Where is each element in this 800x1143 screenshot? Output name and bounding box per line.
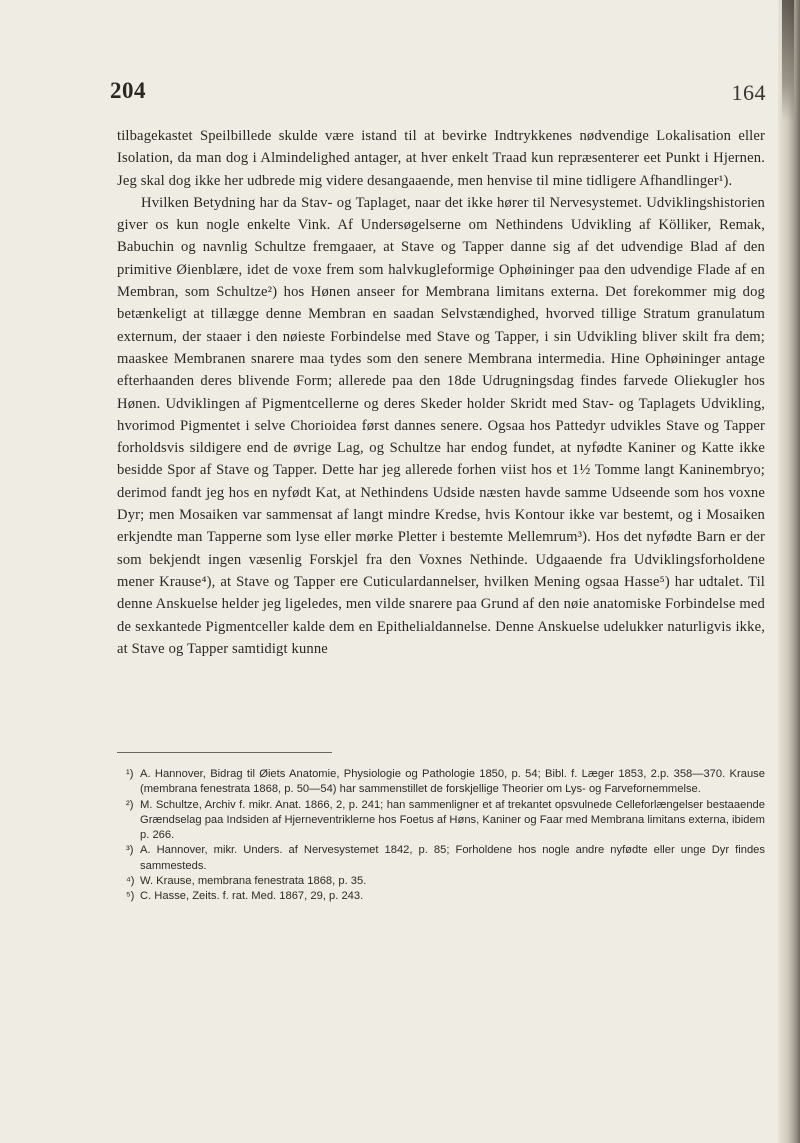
footnote-mark: ¹) xyxy=(126,768,134,780)
footnote-text: A. Hannover, Bidrag til Øiets Anatomie, Physiologie og Pathologie 1850, p. 54; Bibl. f. Læger 1853, 2.p. 358—370. Krause (membrana fenestrata 1868, p. 50—54) har sammenstillet de forskjellige Theorier om Lys- og Farvefornemmelse. xyxy=(140,768,765,796)
footnotes xyxy=(117,767,765,905)
footnote-text: W. Krause, membrana fenestrata 1868, p. 35. xyxy=(140,875,367,888)
footnote-mark: ⁴) xyxy=(126,875,135,888)
footnote xyxy=(117,889,765,904)
body-text xyxy=(117,125,765,660)
footnote-mark: ⁵) xyxy=(126,890,135,903)
page-edge-stain xyxy=(782,0,794,120)
footnote xyxy=(117,874,765,889)
page-number-left: 204 xyxy=(110,78,146,103)
page-edge-shadow xyxy=(778,0,800,1143)
footnote xyxy=(117,767,765,798)
page-number-right: 164 xyxy=(731,80,766,105)
footnote xyxy=(117,843,765,874)
footnote-text: A. Hannover, mikr. Unders. af Nervesystemet 1842, p. 85; Forholdene hos nogle andre nyfødte eller unge Dyr findes sammesteds. xyxy=(140,844,765,872)
footnote-separator xyxy=(117,752,332,753)
footnote-mark: ³) xyxy=(126,844,134,857)
page-header xyxy=(110,78,766,108)
paragraph: Hvilken Betydning har da Stav- og Taplaget, naar det ikke hører til Nervesystemet. Udviklingshistorien giver os kun nogle enkelte Vink. Af Undersøgelserne om Nethindens Udvikling af Kölliker, Remak, Babuchin og navnlig Schultze fremgaaer, at Stave og Tapper danne sig af det udvendige Blad af den primitive Øienblære, idet de voxe frem som halvkugleformige Ophøininger paa den udvendige Flade af en Membran, som Schultze²) hos Hønen anseer for Membrana limitans externa. Det forekommer mig dog betænkeligt at tillægge denne Membran en saadan Selvstændighed, hvorved tillige Stratum granulatum externum, der staaer i den nøieste Forbindelse med Stave og Tapper, i sin Udvikling bliver skilt fra dem; maaskee Membranen snarere maa tydes som den senere Membrana intermedia. Hine Ophøininger antage efterhaanden deres blivende Form; allerede paa den 18de Udrugningsdag findes farvede Oliekugler hos Hønen. Udviklingen af Pigmentcellerne og deres Skeder holder Skridt med Stav- og Taplagets Udvikling, hvorimod Pigmentet i selve Chorioidea først dannes senere. Ogsaa hos Pattedyr udvikles Stave og Tapper forholdsvis sildigere end de øvrige Lag, og Schultze har endog fundet, at nyfødte Kaniner og Katte ikke besidde Spor af Stave og Tapper. Dette har jeg allerede forhen viist hos et 1½ Tomme langt Kaninembryo; derimod fandt jeg hos en nyfødt Kat, at Nethindens Udside næsten havde samme Udseende som hos voxne Dyr; men Mosaiken var sammensat af langt mindre Kredse, hvis Kontour ikke var bestemt, og i Mosaiken erkjendte man Tapperne som lyse eller mørke Pletter i bestemte Mellemrum³). Hos det nyfødte Barn er der som bekjendt ingen væsenlig Forskjel fra den Voxnes Nethinde. Udgaaende fra Udviklingsforholdene mener Krause⁴), at Stave og Tapper ere Cuticulardannelser, hvilken Mening ogsaa Hasse⁵) har udtalet. Til denne Anskuelse helder jeg ligeledes, men vilde snarere paa Grund af den nøie anatomiske Forbindelse med de sexkantede Pigmentceller kalde dem en Epithelialdannelse. Denne Anskuelse udelukker naturligvis ikke, at Stave og Tapper samtidigt kunne xyxy=(117,194,765,657)
footnote-text: C. Hasse, Zeits. f. rat. Med. 1867, 29, p. 243. xyxy=(140,890,364,903)
footnote xyxy=(117,798,765,844)
paragraph: tilbagekastet Speilbillede skulde være istand til at bevirke Indtrykkenes nødvendige Lokalisation eller Isolation, da man dog i Almindelighed antager, at hver enkelt Traad kun repræsenterer eet Punkt i Hjernen. Jeg skal dog ikke her udbrede mig videre desangaaende, men henvise til mine tidligere Afhandlinger¹). xyxy=(117,128,765,189)
footnote-text: M. Schultze, Archiv f. mikr. Anat. 1866, 2, p. 241; han sammenligner et af trekantet opsvulnede Celleforlængelser bestaaende Grændselag paa Indsiden af Hjerneventriklerne hos Foetus af Høns, Kaniner og Faar med Membrana limitans externa, ibidem p. 266. xyxy=(140,798,765,842)
footnote-mark: ²) xyxy=(126,798,134,811)
